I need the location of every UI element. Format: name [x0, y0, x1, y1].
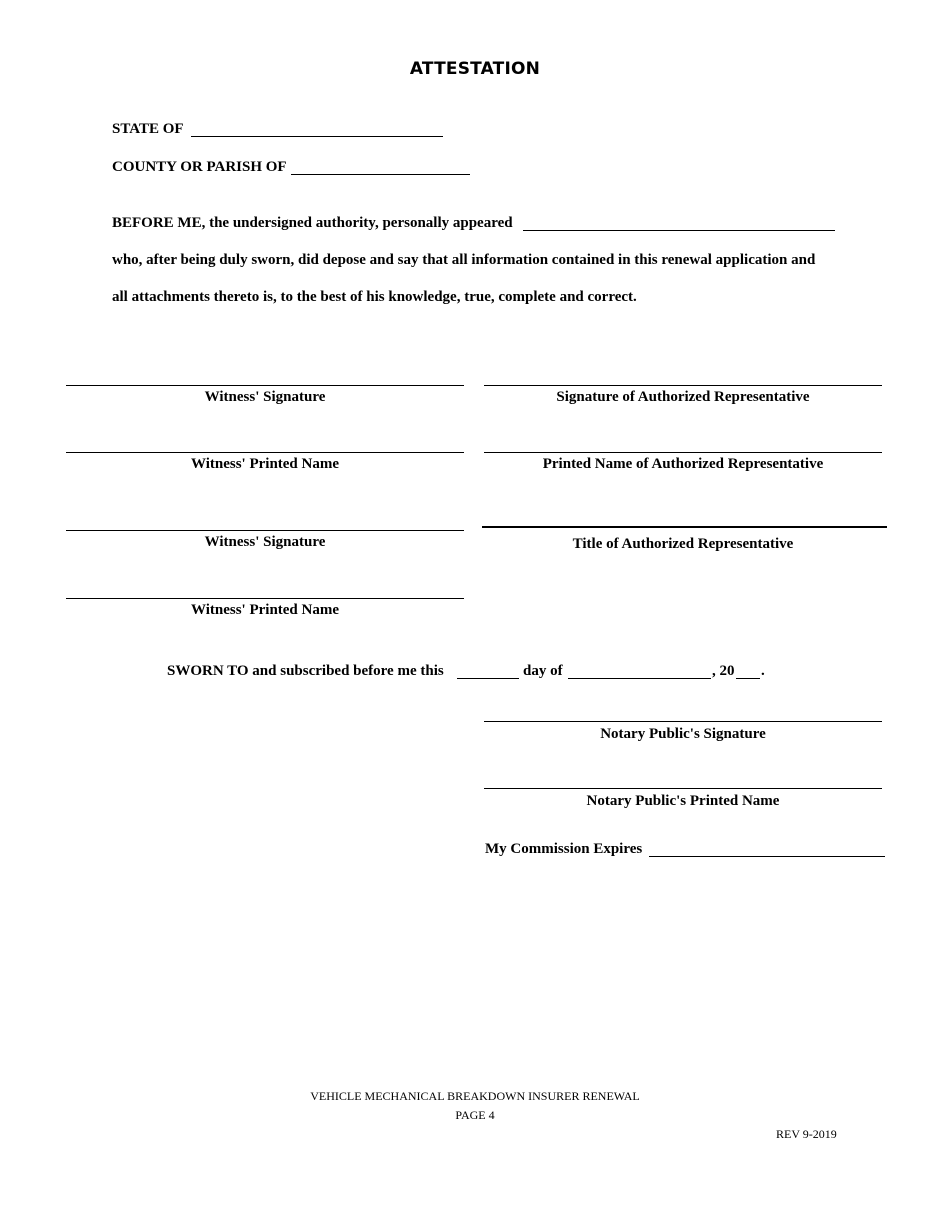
page-title: ATTESTATION	[409, 59, 541, 79]
rep-signature-caption: Signature of Authorized Representative	[556, 389, 810, 405]
witness-signature-1-line[interactable]	[66, 385, 464, 386]
county-label: COUNTY OR PARISH OF	[112, 159, 287, 175]
notary-printed-name-caption: Notary Public's Printed Name	[586, 793, 780, 809]
sworn-month-field-line[interactable]	[568, 678, 711, 679]
sworn-statement-line3: all attachments thereto is, to the best of his knowledge, true, complete and correct.	[112, 289, 637, 305]
sworn-year-field-line[interactable]	[736, 678, 760, 679]
notary-signature-caption: Notary Public's Signature	[600, 726, 766, 742]
appeared-name-field-line[interactable]	[523, 230, 835, 231]
commission-expires-field-line[interactable]	[649, 856, 885, 857]
sworn-day-field-line[interactable]	[457, 678, 519, 679]
rep-signature-line[interactable]	[484, 385, 882, 386]
sworn-statement-line2: who, after being duly sworn, did depose and say that all information contained in this renewal application and	[112, 252, 816, 268]
sworn-period: .	[761, 663, 765, 679]
sworn-day-of-text: day of	[523, 663, 563, 679]
rep-title-line[interactable]	[482, 526, 887, 528]
footer-form-name: VEHICLE MECHANICAL BREAKDOWN INSURER RENEWAL	[310, 1089, 640, 1103]
county-field-line[interactable]	[291, 174, 470, 175]
notary-signature-line[interactable]	[484, 721, 882, 722]
witness-printed-name-2-caption: Witness' Printed Name	[190, 602, 340, 618]
appeared-text: BEFORE ME, the undersigned authority, personally appeared	[112, 215, 513, 231]
sworn-text: SWORN TO and subscribed before me this	[167, 663, 444, 679]
state-label: STATE OF	[112, 121, 184, 137]
footer-page-number: PAGE 4	[455, 1108, 495, 1122]
witness-printed-name-2-line[interactable]	[66, 598, 464, 599]
witness-printed-name-1-caption: Witness' Printed Name	[190, 456, 340, 472]
witness-printed-name-1-line[interactable]	[66, 452, 464, 453]
commission-expires-label: My Commission Expires	[485, 841, 643, 857]
sworn-year-prefix: , 20	[712, 663, 735, 679]
witness-signature-2-line[interactable]	[66, 530, 464, 531]
rep-printed-name-caption: Printed Name of Authorized Representative	[542, 456, 824, 472]
footer-revision: REV 9-2019	[776, 1127, 837, 1141]
rep-title-caption: Title of Authorized Representative	[572, 536, 794, 552]
state-field-line[interactable]	[191, 136, 443, 137]
witness-signature-2-caption: Witness' Signature	[204, 534, 326, 550]
witness-signature-1-caption: Witness' Signature	[204, 389, 326, 405]
notary-printed-name-line[interactable]	[484, 788, 882, 789]
rep-printed-name-line[interactable]	[484, 452, 882, 453]
